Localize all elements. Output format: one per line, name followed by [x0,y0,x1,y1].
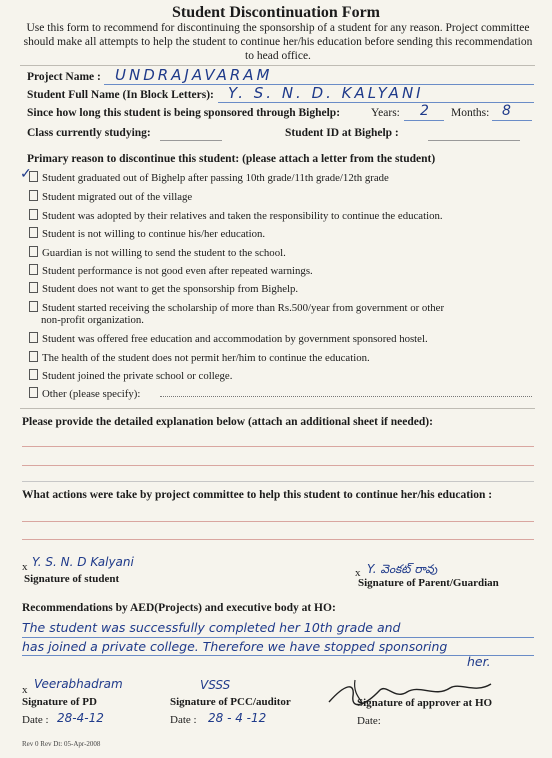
student-signature[interactable]: Y. S. N. D Kalyani [32,555,134,569]
pd-signature-label: Signature of PD [22,696,97,708]
reason-item[interactable]: Student does not want to get the sponsorship from Bighelp. [29,282,298,295]
explanation-line[interactable] [22,465,534,466]
pcc-signature[interactable]: VSSS [200,678,231,692]
pcc-signature-label: Signature of PCC/auditor [170,696,291,708]
class-label: Class currently studying: [27,127,151,139]
checkbox[interactable] [29,209,38,220]
checkbox[interactable] [29,387,38,398]
reason-item[interactable]: Student was adopted by their relatives and taken the responsibility to continue the education. [29,209,443,222]
actions-line[interactable] [22,521,534,522]
pd-sig-prefix: x [22,684,28,696]
reason-item[interactable]: Student was offered free education and accommodation by government sponsored hostel. [29,332,428,345]
student-id-line[interactable] [428,140,520,141]
student-name-label: Student Full Name (In Block Letters): [27,89,214,101]
reason-item[interactable]: Student started receiving the scholarship of more than Rs.500/year from government or other [29,301,444,314]
checkbox[interactable] [29,332,38,343]
pd-date-label: Date : [22,714,49,726]
recommendation-text-line[interactable]: her. [467,654,491,669]
explanation-label: Please provide the detailed explanation below (attach an additional sheet if needed): [22,416,433,428]
project-name-value[interactable]: UNDRAJAVARAM [115,66,273,84]
reason-item[interactable]: Student joined the private school or college. [29,369,232,382]
pd-signature[interactable]: Veerabhadram [34,677,123,691]
parent-signature-label: Signature of Parent/Guardian [358,577,499,589]
student-name-value[interactable]: Y. S. N. D. KALYANI [228,84,424,102]
checkbox[interactable] [29,351,38,362]
checkbox[interactable] [29,246,38,257]
student-signature-label: Signature of student [24,573,120,585]
checkbox[interactable] [29,301,38,312]
student-sig-prefix: x [22,561,28,573]
recommendation-text-line[interactable]: The student was successfully completed her 10th grade and [22,620,401,635]
student-id-label: Student ID at Bighelp : [285,127,399,139]
recommendation-rule [22,637,534,638]
reason-item[interactable]: The health of the student does not permit her/him to continue the education. [29,351,370,364]
divider [20,65,535,66]
reason-item-continuation: non-profit organization. [41,314,144,326]
checkbox[interactable] [29,264,38,275]
other-specify-line[interactable] [160,385,532,397]
parent-sig-prefix: x [355,567,361,579]
years-line [404,120,444,121]
reason-item[interactable]: Student performance is not good even after repeated warnings. [29,264,313,277]
recommendation-rule [22,655,534,656]
months-value[interactable]: 8 [502,103,511,119]
actions-label: What actions were take by project committee to help this student to continue her/his education : [22,489,493,501]
explanation-line[interactable] [22,446,534,447]
pd-date-value[interactable]: 28-4-12 [57,711,104,725]
reasons-heading: Primary reason to discontinue this student: (please attach a letter from the student) [27,153,436,165]
parent-signature[interactable]: Y. వెంకట్ రావు [367,562,438,576]
explanation-line[interactable] [22,481,534,482]
approver-date-label: Date: [357,715,381,727]
pcc-date-value[interactable]: 28 - 4 -12 [208,711,267,725]
revision-note: Rev 0 Rev Dt: 05-Apr-2008 [22,740,101,748]
reason-item[interactable]: Student graduated out of Bighelp after passing 10th grade/11th grade/12th grade [29,171,389,184]
checkbox[interactable] [29,190,38,201]
checkbox[interactable] [29,282,38,293]
checkbox[interactable] [29,171,38,182]
months-line [492,120,532,121]
recommendations-label: Recommendations by AED(Projects) and executive body at HO: [22,602,336,614]
reason-item[interactable]: Student is not willing to continue his/her education. [29,227,265,240]
sponsorship-duration-label: Since how long this student is being sponsored through Bighelp: [27,107,341,119]
project-name-label: Project Name : [27,71,101,83]
actions-line[interactable] [22,539,534,540]
reason-item[interactable]: Guardian is not willing to send the student to the school. [29,246,286,259]
years-label: Years: [371,107,400,119]
recommendation-text-line[interactable]: has joined a private college. Therefore we have stopped sponsoring [22,639,448,654]
selected-checkmark: ✓ [20,167,32,182]
divider [20,408,535,409]
form-intro: Use this form to recommend for discontinuing the sponsorship of a student for any reason. Project committee should make all attempts to help the student to continue her/his education before sending this recommendation to head office. [23,22,533,62]
checkbox[interactable] [29,369,38,380]
checkbox[interactable] [29,227,38,238]
class-line[interactable] [160,140,222,141]
form-title: Student Discontinuation Form [171,4,381,21]
student-name-line [218,102,534,103]
years-value[interactable]: 2 [420,103,429,119]
pcc-date-label: Date : [170,714,197,726]
approver-signature-label: Signature of approver at HO [357,697,493,709]
reason-item-other[interactable]: Other (please specify): [29,387,140,400]
reason-item[interactable]: Student migrated out of the village [29,190,192,203]
months-label: Months: [451,107,490,119]
